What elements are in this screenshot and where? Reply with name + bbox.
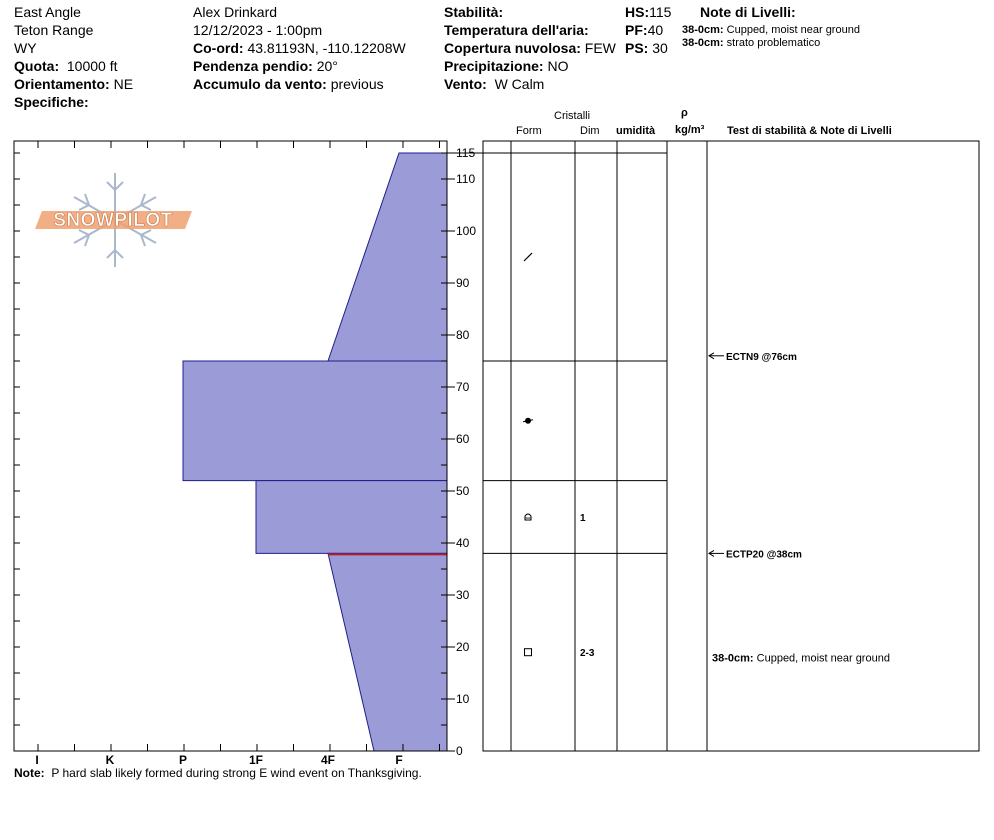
depth-tick-label: 30 [456, 588, 470, 602]
layer-note: 38-0cm: Cupped, moist near ground [682, 24, 860, 36]
snowpilot-logo [35, 173, 192, 267]
observer: Alex Drinkard [193, 4, 278, 20]
location: East Angle [14, 4, 81, 20]
aspect: Orientamento: NE [14, 76, 134, 92]
depth-tick-label: 100 [456, 224, 477, 238]
depth-tick-label: 0 [456, 744, 463, 758]
specifics-label: Specifiche: [14, 94, 89, 110]
hardness-layer-3 [328, 553, 447, 751]
ps-value: PS: 30 [625, 40, 668, 56]
layer-note: 38-0cm: strato problematico [682, 37, 821, 49]
tests-header: Test di stabilità & Note di Livelli [727, 125, 892, 137]
datetime: 12/12/2023 - 1:00pm [193, 22, 323, 38]
layer-notes-title: Note di Livelli: [700, 4, 796, 20]
depth-tick-label: 115 [456, 146, 476, 160]
wind: Vento: W Calm [444, 76, 545, 92]
density-unit: kg/m³ [675, 124, 705, 136]
pf-value: PF:40 [625, 22, 664, 38]
faceted-rounded-icon [525, 514, 531, 520]
state: WY [14, 40, 37, 56]
sky-cover: Copertura nuvolosa: FEW [444, 40, 616, 56]
depth-tick-label: 50 [456, 484, 470, 498]
depth-tick-label: 60 [456, 432, 470, 446]
coordinates: Co-ord: 43.81193N, -110.12208W [193, 40, 406, 56]
depth-tick-label: 20 [456, 640, 470, 654]
depth-tick-label: 110 [456, 172, 476, 186]
hardness-tick-label: F [395, 753, 403, 767]
hardness-layer-0 [328, 153, 447, 361]
slope-angle: Pendenza pendio: 20° [193, 58, 338, 74]
depth-tick-label: 40 [456, 536, 470, 550]
air-temp-label: Temperatura dell'aria: [444, 22, 589, 38]
wind-loading: Accumulo da vento: previous [193, 76, 384, 92]
depth-tick-label: 90 [456, 276, 470, 290]
stability-label: Stabilità: [444, 4, 504, 20]
hardness-layer-2 [256, 481, 447, 554]
hardness-tick-label: 4F [320, 753, 336, 767]
depth-tick-label: 10 [456, 692, 470, 706]
elevation: Quota: 10000 ft [14, 58, 118, 74]
grain-size-label: 2-3 [580, 648, 595, 660]
footer-note: Note: P hard slab likely formed during strong E wind event on Thanksgiving. [14, 766, 422, 780]
hardness-tick-label: I [35, 753, 39, 767]
hardness-layer-1 [183, 361, 447, 481]
density-symbol: ρ [681, 107, 688, 119]
hardness-tick-label: 1F [248, 753, 264, 767]
mountain-range: Teton Range [14, 22, 94, 38]
svg-text:SNOWPILOT: SNOWPILOT [53, 210, 173, 231]
form-header: Form [516, 125, 542, 137]
stability-test-label: ECTP20 @38cm [726, 549, 802, 561]
layer-comment: 38-0cm: Cupped, moist near ground [712, 652, 890, 665]
crystals-header: Cristalli [554, 110, 591, 122]
hardness-tick-label: P [178, 753, 188, 767]
hs-value: HS:115 [625, 4, 672, 20]
stability-test-label: ECTN9 @76cm [726, 351, 797, 363]
decomposing-fragments-icon [524, 253, 532, 261]
precipitation: Precipitazione: NO [444, 58, 569, 74]
depth-tick-label: 80 [456, 328, 470, 342]
depth-tick-label: 70 [456, 380, 470, 394]
dim-header: Dim [580, 125, 600, 137]
hardness-tick-label: K [105, 753, 115, 767]
moisture-header: umidità [616, 125, 656, 137]
faceted-crystal-icon [525, 649, 532, 656]
grain-size-label: 1 [580, 513, 586, 524]
